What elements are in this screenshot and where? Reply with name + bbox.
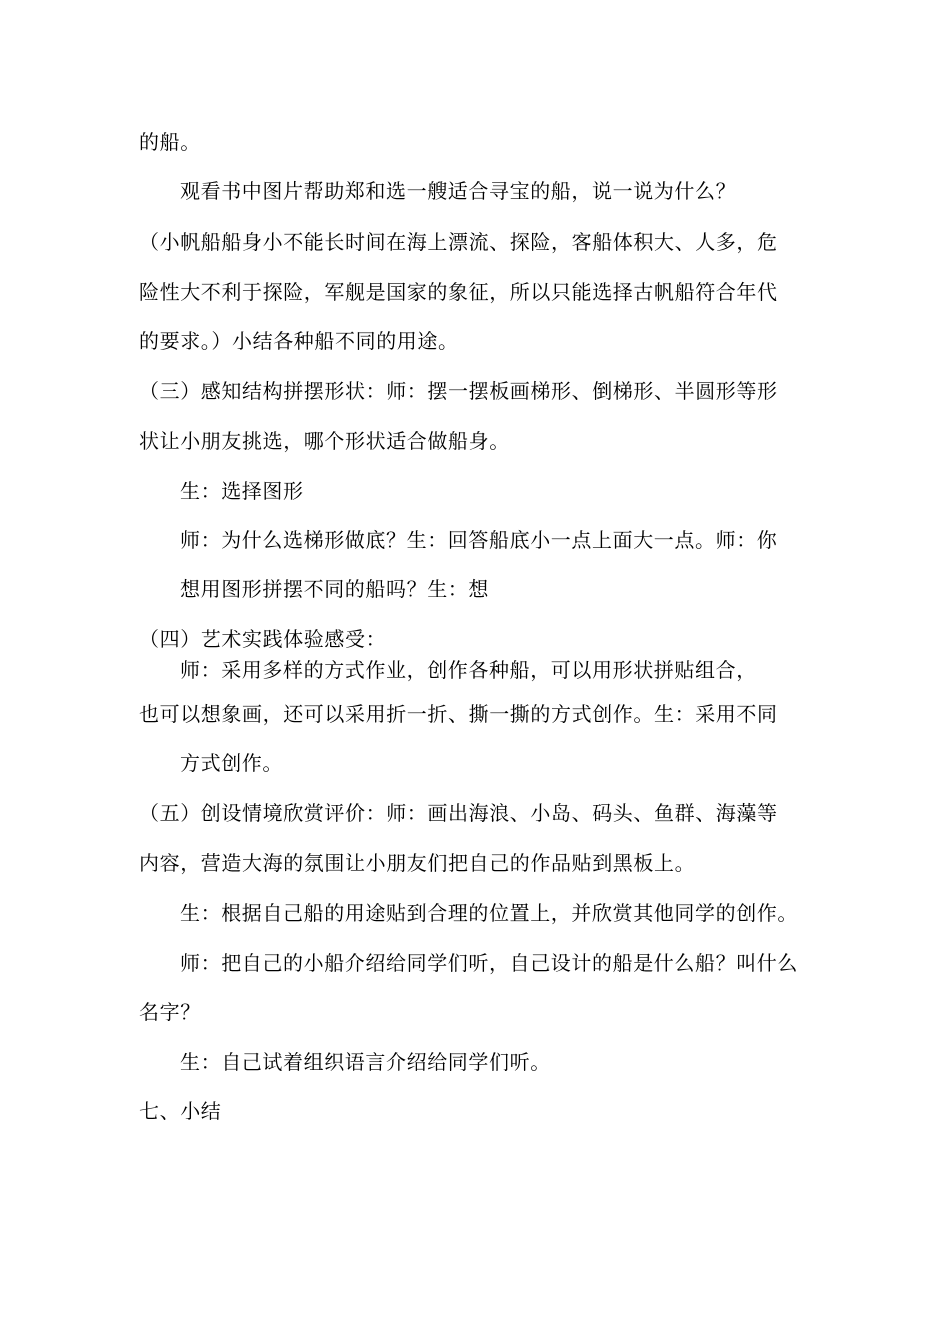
- section-heading-summary: 七、小结: [139, 1099, 222, 1123]
- text-line: 状让小朋友挑选，哪个形状适合做船身。: [139, 429, 510, 453]
- text-line: 险性大不利于探险，军舰是国家的象征，所以只能选择古帆船符合年代: [139, 280, 778, 304]
- text-line: 生：根据自己船的用途贴到合理的位置上，并欣赏其他同学的创作。: [180, 901, 798, 925]
- text-line: 的船。: [139, 130, 201, 154]
- text-line: 也可以想象画，还可以采用折一折、撕一撕的方式创作。生：采用不同: [139, 702, 778, 726]
- text-line: 观看书中图片帮助郑和选一艘适合寻宝的船，说一说为什么？: [180, 179, 737, 203]
- section-heading-four: （四）艺术实践体验感受：: [139, 627, 387, 651]
- text-line: 师：把自己的小船介绍给同学们听，自己设计的船是什么船？叫什么: [180, 951, 798, 975]
- text-line: 名字？: [139, 1000, 201, 1024]
- section-heading-three: （三）感知结构拼摆形状：师：摆一摆板画梯形、倒梯形、半圆形等形: [139, 379, 778, 403]
- text-line: 方式创作。: [180, 751, 283, 775]
- text-line: 师：采用多样的方式作业，创作各种船，可以用形状拼贴组合，: [180, 658, 757, 682]
- section-heading-five: （五）创设情境欣赏评价：师：画出海浪、小岛、码头、鱼群、海藻等: [139, 801, 778, 825]
- text-line: 想用图形拼摆不同的船吗？生：想: [180, 577, 489, 601]
- text-line: （小帆船船身小不能长时间在海上漂流、探险，客船体积大、人多，危: [139, 230, 778, 254]
- text-line: 师：为什么选梯形做底？生：回答船底小一点上面大一点。师：你: [180, 528, 778, 552]
- text-line: 内容，营造大海的氛围让小朋友们把自己的作品贴到黑板上。: [139, 851, 696, 875]
- text-line: 生：自己试着组织语言介绍给同学们听。: [180, 1050, 551, 1074]
- text-line: 生：选择图形: [180, 479, 304, 503]
- text-line: 的要求。）小结各种船不同的用途。: [139, 329, 459, 353]
